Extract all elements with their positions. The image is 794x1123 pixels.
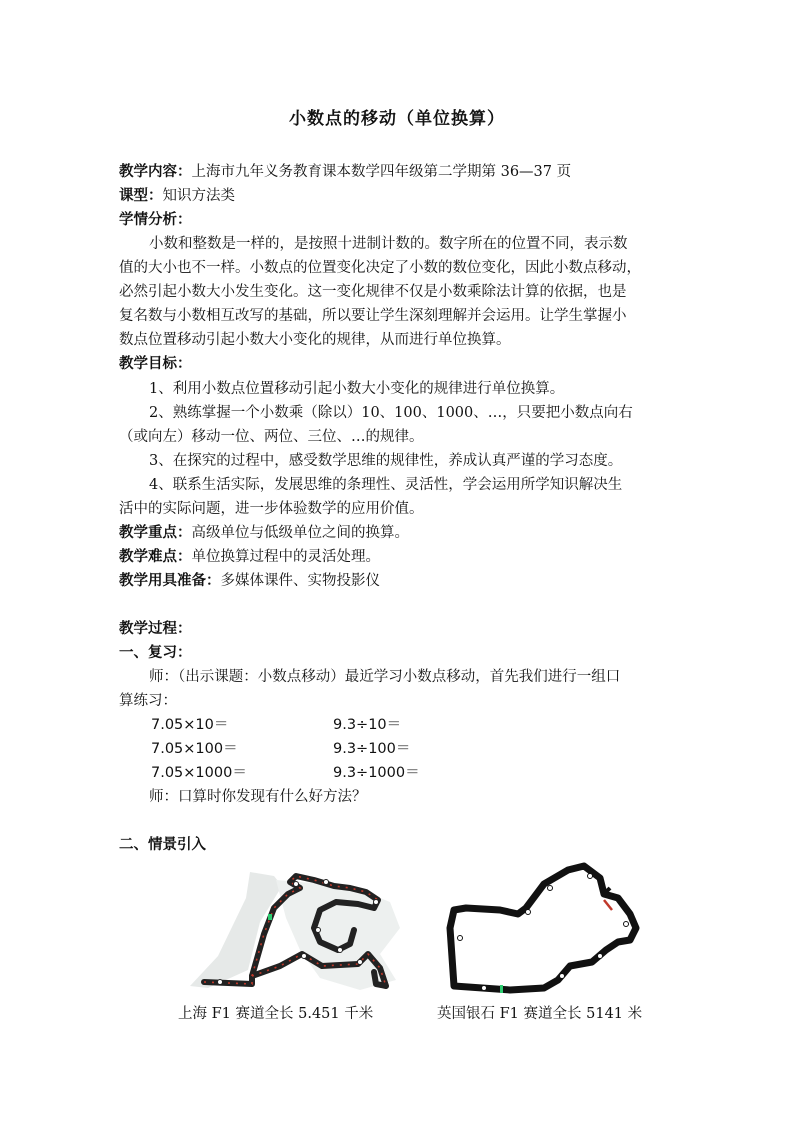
goal-line: 活中的实际问题，进一步体验数学的应用价值。: [119, 501, 424, 517]
key-text: 高级单位与低级单位之间的换算。: [191, 525, 409, 541]
scene-label: 二、情景引入: [119, 836, 206, 853]
calc-divide: 9.3÷100＝: [333, 741, 411, 757]
analysis-line: 必然引起小数大小发生变化。这一变化规律不仅是小数乘除法计算的依据，也是: [119, 284, 627, 300]
content-text: 上海市九年义务教育课本数学四年级第二学期第 36—37 页: [191, 164, 572, 180]
tools-label: 教学用具准备：: [119, 572, 221, 589]
analysis-line: 值的大小也不一样。小数点的位置变化决定了小数的数位变化，因此小数点移动，: [119, 260, 641, 276]
goal-line: 3、在探究的过程中，感受数学思维的规律性，养成认真严谨的学习态度。: [149, 453, 623, 469]
calc-multiply: 7.05×1000＝: [151, 765, 247, 781]
analysis-label: 学情分析：: [119, 211, 192, 228]
difficulty-label: 教学难点：: [119, 548, 192, 565]
shanghai-circuit-image: [190, 858, 408, 998]
calc-multiply: 7.05×10＝: [151, 717, 229, 733]
page-title: 小数点的移动（单位换算）: [289, 109, 505, 129]
content-label: 教学内容：: [119, 163, 192, 180]
review-label: 一、复习：: [119, 644, 192, 661]
analysis-line: 小数和整数是一样的，是按照十进制计数的。数字所在的位置不同，表示数: [149, 236, 628, 252]
goal-line: 4、联系生活实际，发展思维的条理性、灵活性，学会运用所学知识解决生: [149, 477, 623, 493]
calc-divide: 9.3÷10＝: [333, 717, 402, 733]
goal-line: （或向左）移动一位、两位、三位、…的规律。: [119, 429, 424, 445]
key-line: [119, 521, 679, 545]
shanghai-caption: 上海 F1 赛道全长 5.451 千米: [178, 1006, 374, 1022]
analysis-line: 复名数与小数相互改写的基础，所以要让学生深刻理解并会运用。让学生掌握小: [119, 308, 627, 324]
type-label: 课型：: [119, 187, 163, 204]
goal-line: 2、熟练掌握一个小数乘（除以）10、100、1000、…，只要把小数点向右: [149, 405, 633, 421]
calc-divide: 9.3÷1000＝: [333, 765, 420, 781]
goals-label: 教学目标：: [119, 355, 192, 372]
tools-line: [119, 569, 679, 593]
goal-line: 1、利用小数点位置移动引起小数大小变化的规律进行单位换算。: [149, 381, 565, 397]
tools-text: 多媒体课件、实物投影仪: [220, 573, 380, 589]
content-line: [119, 160, 679, 184]
review-line: 师：（出示课题：小数点移动）最近学习小数点移动，首先我们进行一组口: [149, 669, 621, 685]
key-label: 教学重点：: [119, 524, 192, 541]
difficulty-text: 单位换算过程中的灵活处理。: [191, 549, 380, 565]
calc-multiply: 7.05×100＝: [151, 741, 238, 757]
type-line: [119, 184, 679, 208]
process-label: 教学过程：: [119, 620, 192, 637]
review-line: 算练习：: [119, 693, 177, 709]
silverstone-circuit-image: [440, 858, 650, 998]
type-text: 知识方法类: [162, 188, 235, 204]
difficulty-line: [119, 545, 679, 569]
analysis-line: 数点位置移动引起小数大小变化的规律，从而进行单位换算。: [119, 332, 511, 348]
question-line: 师：口算时你发现有什么好方法？: [149, 789, 367, 805]
silverstone-caption: 英国银石 F1 赛道全长 5141 米: [437, 1006, 643, 1022]
